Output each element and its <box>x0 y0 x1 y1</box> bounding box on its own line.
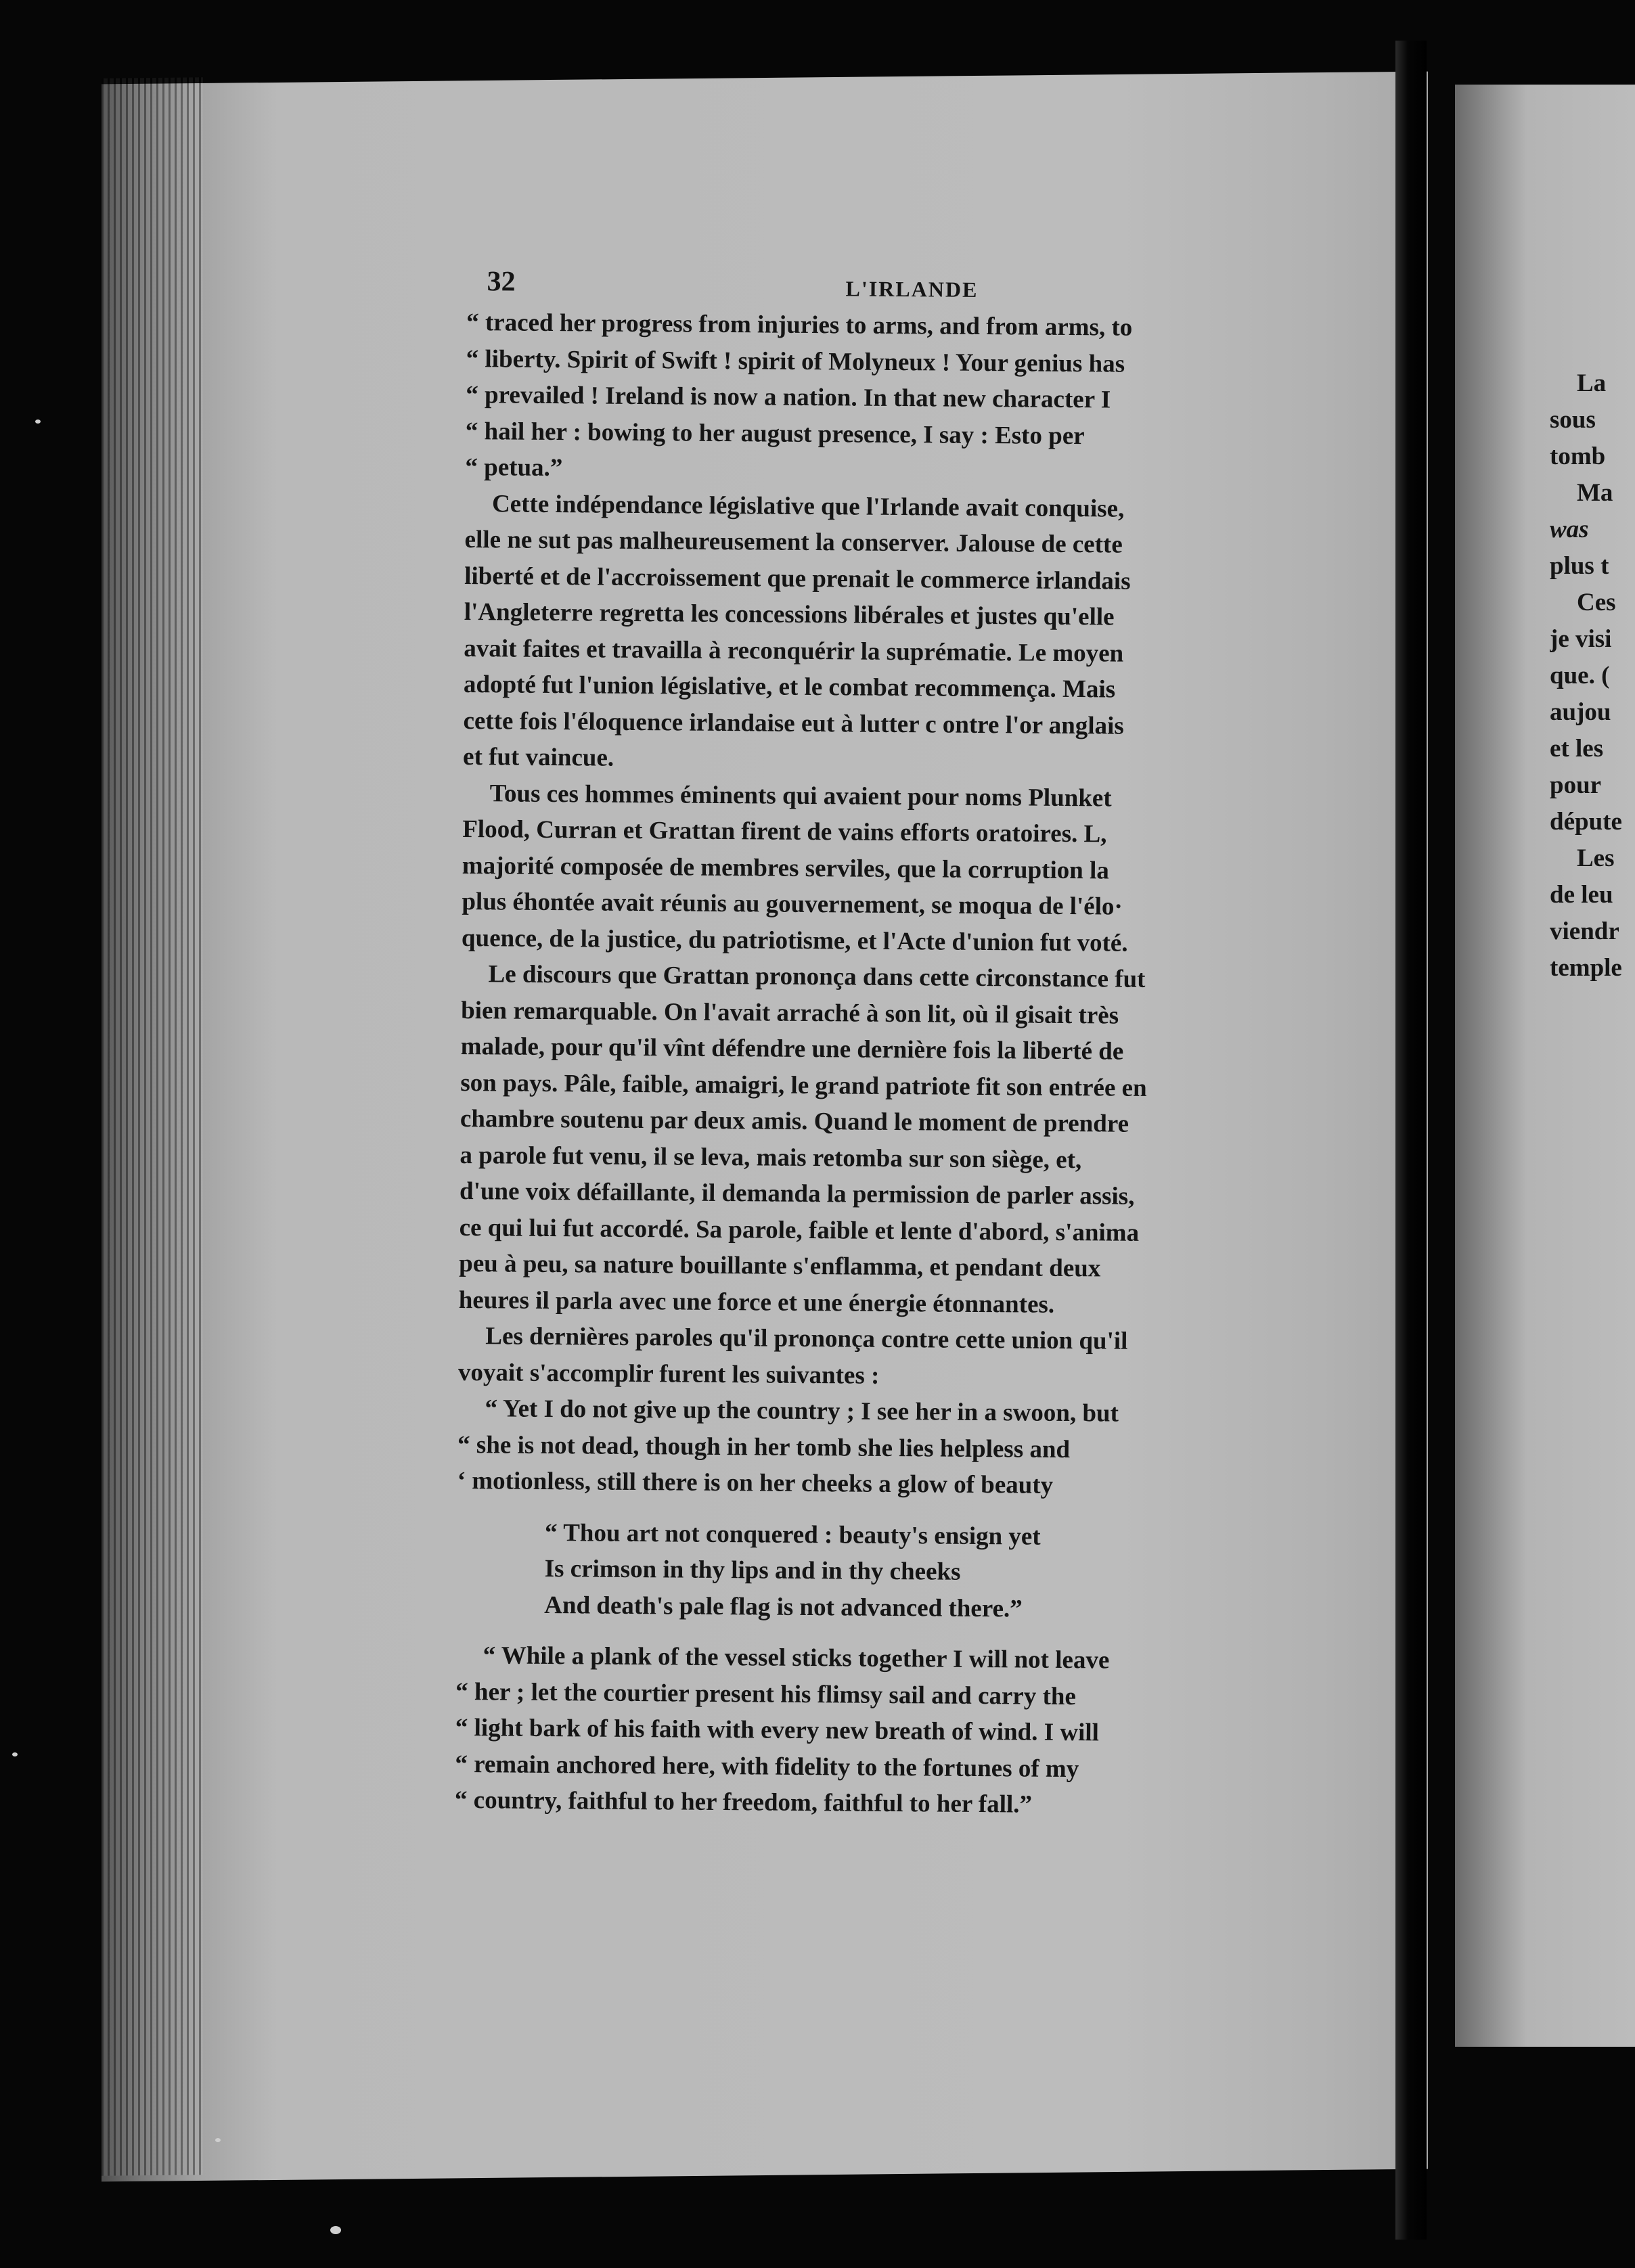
text-line: “ petua.” <box>465 453 563 482</box>
text-line: cette fois l'éloquence irlandaise eut à lutter c ontre l'or anglais <box>463 706 1124 740</box>
text-line: “ hail her : bowing to her august presence, I say : Esto per <box>465 417 1085 450</box>
text-fragment: Les <box>1577 844 1615 872</box>
text-line: “ traced her progress from injuries to arms, and from arms, to <box>466 308 1133 342</box>
running-head <box>487 250 1347 311</box>
text-line: liberté et de l'accroissement que prenait le commerce irlandais <box>464 562 1131 595</box>
text-line: voyait s'accomplir furent les suivantes : <box>457 1358 880 1390</box>
running-title: L'IRLANDE <box>845 276 979 302</box>
text-line: et fut vaincue. <box>462 742 614 772</box>
text-fragment: pour <box>1550 771 1602 799</box>
text-line: Le discours que Grattan prononça dans cette circonstance fut <box>488 960 1146 993</box>
text-fragment: La <box>1577 369 1607 397</box>
text-line: d'une voix défaillante, il demanda la permission de parler assis, <box>459 1177 1135 1210</box>
text-fragment: de leu <box>1550 881 1613 909</box>
text-line: “ While a plank of the vessel sticks together I will not leave <box>483 1641 1110 1675</box>
left-page-text <box>455 250 1347 1825</box>
text-line: “ liberty. Spirit of Swift ! spirit of Molyneux ! Your genius has <box>466 344 1125 378</box>
text-fragment: Ma <box>1577 479 1613 507</box>
text-line: l'Angleterre regretta les concessions libérales et justes qu'elle <box>464 597 1115 631</box>
text-line: Tous ces hommes éminents qui avaient pour noms Plunket <box>489 779 1112 813</box>
text-line: malade, pour qu'il vînt défendre une dernière fois la liberté de <box>460 1032 1124 1066</box>
text-line: quence, de la justice, du patriotisme, et l'Acte d'union fut voté. <box>461 924 1128 957</box>
verse-line: “ Thou art not conquered : beauty's ensign yet <box>544 1518 1041 1551</box>
page-edge-shadow <box>102 77 203 2175</box>
text-line: adopté fut l'union législative, et le combat recommença. Mais <box>463 670 1116 704</box>
text-line: “ country, faithful to her freedom, faithful to her fall.” <box>454 1786 1033 1819</box>
scan-speck <box>215 2138 221 2142</box>
scan-speck <box>330 2226 341 2234</box>
text-line: plus éhontée avait réunis au gouvernement, se moqua de l'élo· <box>462 887 1123 921</box>
text-line: “ her ; let the courtier present his flimsy sail and carry the <box>455 1677 1077 1710</box>
text-fragment: que. ( <box>1550 662 1610 689</box>
verse-line: And death's pale flag is not advanced there.” <box>544 1591 1023 1623</box>
scan-speck <box>35 419 41 424</box>
text-line: son pays. Pâle, faible, amaigri, le grand patriote fit son entrée en <box>460 1068 1147 1102</box>
text-line: chambre soutenu par deux amis. Quand le moment de prendre <box>460 1104 1129 1138</box>
text-line: avait faites et travailla à reconquérir la suprématie. Le moyen <box>464 634 1124 668</box>
text-line: Cette indépendance législative que l'Irlande avait conquise, <box>491 489 1125 523</box>
text-line: “ prevailed ! Ireland is now a nation. In that new character I <box>466 380 1111 414</box>
text-line: elle ne sut pas malheureusement la conserver. Jalouse de cette <box>464 525 1123 559</box>
text-line: majorité composée de membres serviles, que la corruption la <box>462 851 1109 884</box>
verse-line: Is crimson in thy lips and in thy cheeks <box>544 1554 961 1586</box>
text-fragment: et les <box>1550 735 1604 763</box>
page-number: 32 <box>487 266 516 298</box>
text-fragment: aujou <box>1550 698 1611 726</box>
text-line: bien remarquable. On l'avait arraché à son lit, où il gisait très <box>461 996 1119 1030</box>
text-line: “ Yet I do not give up the country ; I see her in a swoon, but <box>485 1394 1119 1428</box>
text-fragment: sous <box>1550 406 1596 434</box>
right-page-text <box>1550 365 1635 986</box>
book-gutter <box>1395 41 1427 2240</box>
text-fragment: je visi <box>1550 625 1612 653</box>
text-line: “ she is not dead, though in her tomb she lies helpless and <box>457 1430 1071 1464</box>
text-fragment: plus t <box>1550 552 1609 580</box>
text-line: heures il parla avec une force et une énergie étonnantes. <box>458 1286 1055 1319</box>
text-line: Flood, Curran et Grattan firent de vains efforts oratoires. L, <box>462 815 1107 848</box>
scan-speck <box>12 1752 18 1756</box>
text-line: ce qui lui fut accordé. Sa parole, faible et lente d'abord, s'anima <box>459 1213 1140 1247</box>
text-line: ‘ motionless, still there is on her cheeks a glow of beauty <box>457 1466 1054 1499</box>
text-fragment: députe <box>1550 808 1622 836</box>
text-line: a parole fut venu, il se leva, mais retomba sur son siège, et, <box>460 1141 1082 1174</box>
text-line: “ light bark of his faith with every new breath of wind. I will <box>455 1713 1100 1747</box>
text-fragment: viendr <box>1550 917 1619 945</box>
text-line: Les dernières paroles qu'il prononça contre cette union qu'il <box>485 1322 1128 1355</box>
text-line: peu à peu, sa nature bouillante s'enflamma, et pendant deux <box>459 1249 1101 1283</box>
text-fragment: tomb <box>1550 443 1606 470</box>
text-fragment: Ces <box>1577 589 1616 616</box>
text-fragment: temple <box>1550 954 1622 982</box>
text-line: “ remain anchored here, with fidelity to the fortunes of my <box>455 1750 1079 1783</box>
text-fragment: was <box>1550 516 1589 543</box>
